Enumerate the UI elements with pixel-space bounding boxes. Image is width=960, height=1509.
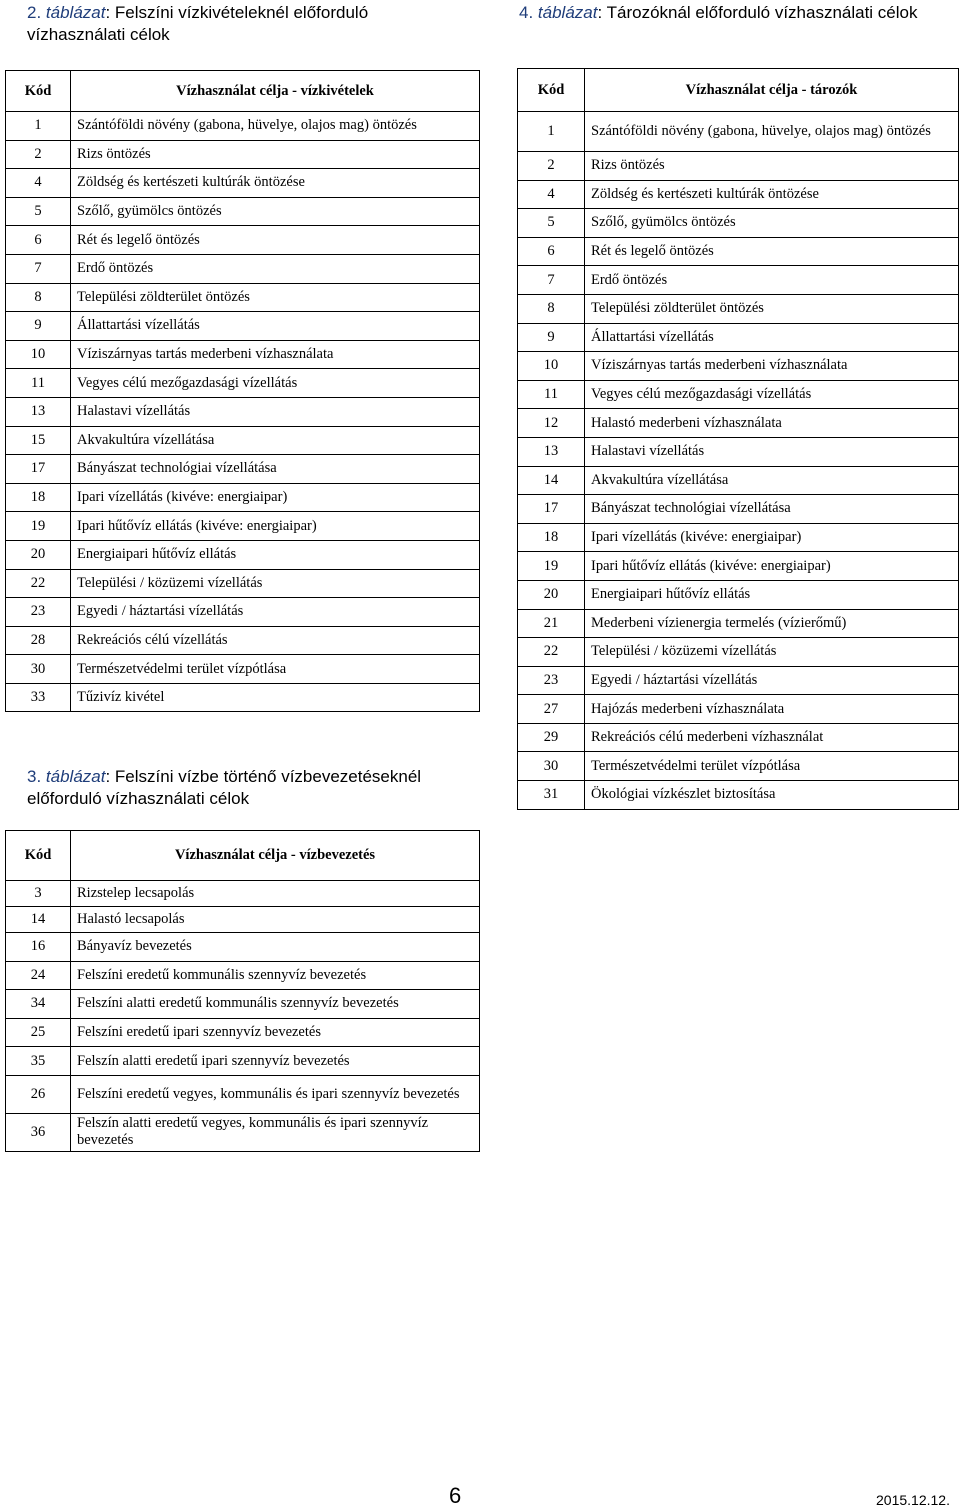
purpose-cell: Erdő öntözés — [585, 266, 959, 295]
code-cell: 19 — [6, 512, 71, 541]
table-row — [6, 512, 480, 541]
code-cell: 6 — [6, 226, 71, 255]
table-row — [6, 1075, 480, 1113]
table-row — [6, 990, 480, 1019]
purpose-cell: Állattartási vízellátás — [71, 312, 480, 341]
table-row — [518, 580, 959, 609]
column-header-purpose: Vízhasználat célja - vízbevezetés — [71, 831, 480, 881]
table-row — [518, 409, 959, 438]
table2-water-withdrawal — [5, 70, 480, 712]
purpose-cell: Rizs öntözés — [585, 152, 959, 181]
purpose-cell: Zöldség és kertészeti kultúrák öntözése — [71, 169, 480, 198]
column-header-purpose: Vízhasználat célja - tározók — [585, 69, 959, 112]
table-row — [6, 169, 480, 198]
code-cell: 30 — [6, 655, 71, 684]
table-row — [518, 638, 959, 667]
caption-table-word: táblázat — [537, 3, 598, 22]
table-row — [6, 197, 480, 226]
table-row — [518, 466, 959, 495]
table3-body — [6, 881, 480, 1152]
code-cell: 36 — [6, 1113, 71, 1151]
table-row — [6, 397, 480, 426]
code-cell: 5 — [6, 197, 71, 226]
table2-body — [6, 112, 480, 712]
table-row — [6, 1113, 480, 1151]
code-cell: 13 — [6, 397, 71, 426]
table-row — [518, 112, 959, 152]
code-cell: 22 — [6, 569, 71, 598]
purpose-cell: Ipari vízellátás (kivéve: energiaipar) — [71, 483, 480, 512]
footer-date: 2015.12.12. — [876, 1492, 950, 1508]
table-row — [518, 666, 959, 695]
page-number: 6 — [449, 1483, 462, 1508]
table-row — [518, 323, 959, 352]
caption-text-line2: előforduló vízhasználati célok — [27, 789, 250, 808]
purpose-cell: Akvakultúra vízellátása — [585, 466, 959, 495]
purpose-cell: Halastavi vízellátás — [585, 437, 959, 466]
table2-caption — [27, 2, 427, 46]
table-row — [6, 226, 480, 255]
table-row — [518, 237, 959, 266]
code-cell: 9 — [518, 323, 585, 352]
table-row — [518, 266, 959, 295]
purpose-cell: Mederbeni vízienergia termelés (vízierőmű) — [585, 609, 959, 638]
purpose-cell: Felszín alatti eredetű ipari szennyvíz bevezetés — [71, 1047, 480, 1076]
table-row — [518, 294, 959, 323]
code-cell: 34 — [6, 990, 71, 1019]
code-cell: 7 — [6, 254, 71, 283]
table-row — [518, 523, 959, 552]
code-cell: 8 — [518, 294, 585, 323]
code-cell: 9 — [6, 312, 71, 341]
purpose-cell: Rekreációs célú mederbeni vízhasználat — [585, 723, 959, 752]
table4-body — [518, 112, 959, 810]
code-cell: 2 — [6, 140, 71, 169]
code-cell: 19 — [518, 552, 585, 581]
code-cell: 4 — [6, 169, 71, 198]
purpose-cell: Energiaipari hűtővíz ellátás — [585, 580, 959, 609]
table-row — [518, 552, 959, 581]
code-cell: 5 — [518, 209, 585, 238]
caption-text-line2: vízhasználati célok — [27, 25, 170, 44]
caption-text: : Tározóknál előforduló vízhasználati célok — [597, 3, 918, 22]
caption-text: : Felszíni vízkivételeknél előforduló — [105, 3, 369, 22]
purpose-cell: Energiaipari hűtővíz ellátás — [71, 540, 480, 569]
table-row — [6, 112, 480, 141]
purpose-cell: Települési zöldterület öntözés — [71, 283, 480, 312]
table-row — [6, 340, 480, 369]
purpose-cell: Bányászat technológiai vízellátása — [585, 495, 959, 524]
code-cell: 22 — [518, 638, 585, 667]
purpose-cell: Szőlő, gyümölcs öntözés — [71, 197, 480, 226]
table-row — [6, 312, 480, 341]
code-cell: 17 — [6, 455, 71, 484]
purpose-cell: Állattartási vízellátás — [585, 323, 959, 352]
table-row — [6, 626, 480, 655]
purpose-cell: Vegyes célú mezőgazdasági vízellátás — [71, 369, 480, 398]
table-row — [6, 540, 480, 569]
purpose-cell: Vegyes célú mezőgazdasági vízellátás — [585, 380, 959, 409]
code-cell: 31 — [518, 781, 585, 810]
purpose-cell: Szántóföldi növény (gabona, hüvelye, olajos mag) öntözés — [585, 112, 959, 152]
purpose-cell: Rizs öntözés — [71, 140, 480, 169]
table4-reservoirs — [517, 68, 959, 810]
code-cell: 23 — [6, 598, 71, 627]
code-cell: 16 — [6, 933, 71, 962]
table-row — [6, 455, 480, 484]
purpose-cell: Tűzivíz kivétel — [71, 683, 480, 712]
code-cell: 25 — [6, 1018, 71, 1047]
purpose-cell: Felszíni eredetű vegyes, kommunális és ipari szennyvíz bevezetés — [71, 1075, 480, 1113]
code-cell: 20 — [518, 580, 585, 609]
code-cell: 11 — [6, 369, 71, 398]
purpose-cell: Szőlő, gyümölcs öntözés — [585, 209, 959, 238]
code-cell: 1 — [518, 112, 585, 152]
code-cell: 7 — [518, 266, 585, 295]
table-row — [6, 140, 480, 169]
purpose-cell: Felszíni eredetű ipari szennyvíz bevezetés — [71, 1018, 480, 1047]
caption-number: 4. — [519, 3, 534, 22]
code-cell: 23 — [518, 666, 585, 695]
code-cell: 26 — [6, 1075, 71, 1113]
table-row — [518, 437, 959, 466]
caption-text: : Felszíni vízbe történő vízbevezetéseknél — [105, 767, 422, 786]
code-cell: 1 — [6, 112, 71, 141]
code-cell: 15 — [6, 426, 71, 455]
purpose-cell: Felszíni alatti eredetű kommunális szennyvíz bevezetés — [71, 990, 480, 1019]
code-cell: 35 — [6, 1047, 71, 1076]
code-cell: 33 — [6, 683, 71, 712]
table-row — [6, 369, 480, 398]
table-row — [6, 598, 480, 627]
table-row — [6, 1047, 480, 1076]
table-row — [6, 933, 480, 962]
table-row — [518, 695, 959, 724]
code-cell: 24 — [6, 961, 71, 990]
code-cell: 18 — [518, 523, 585, 552]
code-cell: 11 — [518, 380, 585, 409]
purpose-cell: Halastó mederbeni vízhasználata — [585, 409, 959, 438]
table-row — [518, 209, 959, 238]
table-row — [518, 752, 959, 781]
purpose-cell: Természetvédelmi terület vízpótlása — [71, 655, 480, 684]
purpose-cell: Rét és legelő öntözés — [585, 237, 959, 266]
table-row — [518, 380, 959, 409]
table-row — [6, 483, 480, 512]
code-cell: 17 — [518, 495, 585, 524]
table-row — [6, 426, 480, 455]
code-cell: 18 — [6, 483, 71, 512]
caption-number: 3. — [27, 767, 42, 786]
purpose-cell: Akvakultúra vízellátása — [71, 426, 480, 455]
purpose-cell: Természetvédelmi terület vízpótlása — [585, 752, 959, 781]
purpose-cell: Egyedi / háztartási vízellátás — [71, 598, 480, 627]
table-row — [6, 655, 480, 684]
table-row — [6, 683, 480, 712]
code-cell: 27 — [518, 695, 585, 724]
caption-table-word: táblázat — [45, 767, 106, 786]
table-row — [518, 180, 959, 209]
code-cell: 10 — [6, 340, 71, 369]
table-row — [518, 723, 959, 752]
purpose-cell: Bányászat technológiai vízellátása — [71, 455, 480, 484]
purpose-cell: Települési zöldterület öntözés — [585, 294, 959, 323]
table-row — [518, 352, 959, 381]
purpose-cell: Felszíni eredetű kommunális szennyvíz bevezetés — [71, 961, 480, 990]
code-cell: 12 — [518, 409, 585, 438]
table3-caption — [27, 766, 467, 810]
table-row — [518, 152, 959, 181]
table3-discharge — [5, 830, 480, 1152]
purpose-cell: Szántóföldi növény (gabona, hüvelye, olajos mag) öntözés — [71, 112, 480, 141]
purpose-cell: Zöldség és kertészeti kultúrák öntözése — [585, 180, 959, 209]
caption-number: 2. — [27, 3, 42, 22]
purpose-cell: Ipari vízellátás (kivéve: energiaipar) — [585, 523, 959, 552]
table-row — [6, 283, 480, 312]
code-cell: 30 — [518, 752, 585, 781]
column-header-code: Kód — [6, 71, 71, 112]
code-cell: 14 — [518, 466, 585, 495]
purpose-cell: Egyedi / háztartási vízellátás — [585, 666, 959, 695]
code-cell: 6 — [518, 237, 585, 266]
code-cell: 4 — [518, 180, 585, 209]
table-row — [6, 961, 480, 990]
purpose-cell: Víziszárnyas tartás mederbeni vízhasználata — [585, 352, 959, 381]
purpose-cell: Bányavíz bevezetés — [71, 933, 480, 962]
code-cell: 8 — [6, 283, 71, 312]
purpose-cell: Halastó lecsapolás — [71, 907, 480, 933]
table-row — [6, 881, 480, 907]
table-row — [6, 907, 480, 933]
code-cell: 29 — [518, 723, 585, 752]
purpose-cell: Hajózás mederbeni vízhasználata — [585, 695, 959, 724]
code-cell: 14 — [6, 907, 71, 933]
table-row — [518, 495, 959, 524]
purpose-cell: Rizstelep lecsapolás — [71, 881, 480, 907]
code-cell: 3 — [6, 881, 71, 907]
purpose-cell: Rét és legelő öntözés — [71, 226, 480, 255]
purpose-cell: Települési / közüzemi vízellátás — [71, 569, 480, 598]
table4-caption — [519, 2, 959, 24]
table-row — [6, 254, 480, 283]
purpose-cell: Halastavi vízellátás — [71, 397, 480, 426]
purpose-cell: Felszín alatti eredetű vegyes, kommunális és ipari szennyvíz bevezetés — [71, 1113, 480, 1151]
column-header-purpose: Vízhasználat célja - vízkivételek — [71, 71, 480, 112]
purpose-cell: Rekreációs célú vízellátás — [71, 626, 480, 655]
table-row — [518, 781, 959, 810]
caption-table-word: táblázat — [45, 3, 106, 22]
code-cell: 2 — [518, 152, 585, 181]
purpose-cell: Ipari hűtővíz ellátás (kivéve: energiaipar) — [71, 512, 480, 541]
purpose-cell: Ipari hűtővíz ellátás (kivéve: energiaipar) — [585, 552, 959, 581]
code-cell: 21 — [518, 609, 585, 638]
table-row — [518, 609, 959, 638]
code-cell: 13 — [518, 437, 585, 466]
table-row — [6, 1018, 480, 1047]
column-header-code: Kód — [6, 831, 71, 881]
code-cell: 10 — [518, 352, 585, 381]
purpose-cell: Ökológiai vízkészlet biztosítása — [585, 781, 959, 810]
purpose-cell: Települési / közüzemi vízellátás — [585, 638, 959, 667]
column-header-code: Kód — [518, 69, 585, 112]
code-cell: 28 — [6, 626, 71, 655]
purpose-cell: Erdő öntözés — [71, 254, 480, 283]
table-row — [6, 569, 480, 598]
code-cell: 20 — [6, 540, 71, 569]
purpose-cell: Víziszárnyas tartás mederbeni vízhasználata — [71, 340, 480, 369]
